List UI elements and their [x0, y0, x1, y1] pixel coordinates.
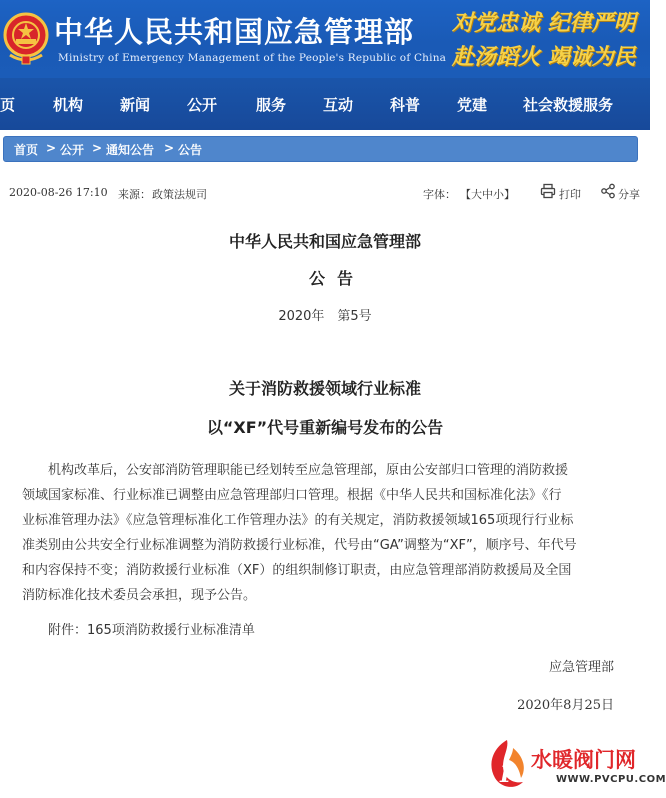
source-value: 政策法规司	[152, 188, 207, 201]
article-title-line-2: 以“XF”代号重新编号发布的公告	[206, 418, 444, 437]
watermark-site-name: 水暖阀门网	[531, 748, 636, 772]
svg-text:P: P	[500, 762, 517, 788]
site-subtitle: Ministry of Emergency Management of the People's Republic of China	[58, 52, 447, 64]
main-nav	[0, 78, 650, 130]
document-number: 2020年 第5号	[278, 309, 372, 324]
breadcrumb-separator: >	[164, 141, 175, 155]
font-size-label: 字体：	[423, 188, 456, 201]
source-label: 来源：	[118, 188, 151, 201]
nav-item-home[interactable]: 页	[0, 96, 16, 114]
print-icon[interactable]	[540, 183, 556, 199]
breadcrumb-current: 公告	[178, 143, 203, 157]
nav-item-rescue-services[interactable]: 社会救援服务	[523, 96, 614, 114]
body-paragraph-line: 准类别由公共安全行业标准调整为消防救援行业标准，代号由“GA”调整为“XF”，顺序号、年代号	[22, 538, 577, 553]
site-title[interactable]: 中华人民共和国应急管理部	[54, 15, 415, 49]
publish-datetime: 2020-08-26 17:10	[9, 186, 108, 199]
nav-item-party[interactable]: 党建	[457, 96, 488, 114]
breadcrumb-public[interactable]: 公开	[60, 143, 85, 157]
print-button[interactable]: 打印	[559, 188, 581, 201]
share-icon[interactable]	[600, 183, 616, 199]
issue-date: 2020年8月25日	[517, 698, 614, 713]
attachment-link[interactable]: 附件：165项消防救援行业标准清单	[48, 623, 255, 638]
nav-item-news[interactable]: 新闻	[120, 96, 151, 114]
share-button[interactable]: 分享	[618, 188, 640, 201]
site-header-banner	[0, 0, 650, 78]
nav-item-services[interactable]: 服务	[256, 96, 287, 114]
nav-item-science[interactable]: 科普	[390, 96, 421, 114]
nav-item-interaction[interactable]: 互动	[323, 96, 354, 114]
motto-line-2: 赴汤蹈火 竭诚为民	[452, 44, 636, 70]
body-paragraph-line: 业标准管理办法》《应急管理标准化工作管理办法》的有关规定，消防救援领域165项现行行业标	[22, 513, 574, 528]
body-paragraph-line: 消防标准化技术委员会承担，现予公告。	[22, 588, 257, 603]
issuing-organization: 中华人民共和国应急管理部	[228, 232, 421, 251]
document-type: 公告	[308, 269, 365, 288]
body-paragraph-line: 和内容保持不变；消防救援行业标准（XF）的组织制修订职责，由应急管理部消防救援局及全国	[22, 563, 572, 578]
watermark-logo-icon	[483, 738, 531, 790]
motto-line-1: 对党忠诚 纪律严明	[452, 10, 636, 36]
nav-item-public[interactable]: 公开	[187, 96, 218, 114]
watermark-url: WWW.PVCPU.COM	[556, 774, 666, 785]
breadcrumb-separator: >	[92, 141, 103, 155]
body-paragraph-line: 机构改革后，公安部消防管理职能已经划转至应急管理部，原由公安部归口管理的消防救援	[22, 463, 569, 478]
nav-item-organization[interactable]: 机构	[53, 96, 84, 114]
font-size-switcher[interactable]: 【大中小】	[460, 188, 515, 201]
national-emblem-icon	[2, 9, 50, 67]
article-title-line-1: 关于消防救援领域行业标准	[228, 379, 421, 398]
breadcrumb-notices[interactable]: 通知公告	[106, 143, 155, 157]
body-paragraph-line: 领域国家标准、行业标准已调整由应急管理部归口管理。根据《中华人民共和国标准化法》《行	[22, 488, 562, 503]
breadcrumb-separator: >	[46, 141, 57, 155]
signature: 应急管理部	[548, 660, 614, 675]
breadcrumb-home[interactable]: 首页	[14, 143, 39, 157]
breadcrumb	[3, 136, 638, 162]
